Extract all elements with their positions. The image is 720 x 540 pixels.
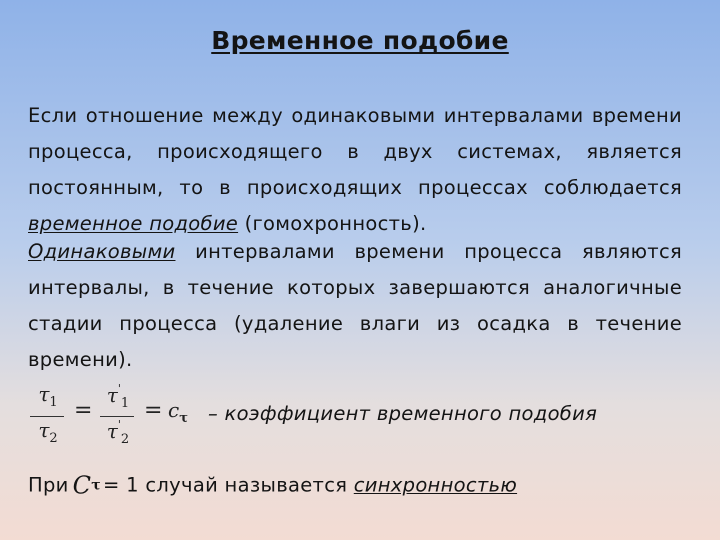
synchronicity-line <box>28 470 517 506</box>
term-temporal-similarity: временное подобие <box>28 212 239 235</box>
explanation-paragraph <box>28 234 682 378</box>
term-identical: Одинаковыми <box>28 240 176 263</box>
coefficient-description: – коэффициент временного подобия <box>208 402 598 425</box>
definition-text-end: (гомохронность). <box>238 212 427 235</box>
equals-sign-2: = <box>144 398 163 423</box>
explanation-text: интервалами времени процесса являются интервалы, в течение которых завершаются аналогичные стадии процесса (удаление влаги из осадка в течение времени). <box>28 240 682 371</box>
definition-paragraph <box>28 98 682 242</box>
equals-sign: = <box>74 398 93 423</box>
similarity-formula: $\tau_1$ $\tau_2$ = $\tau'_1$ $\tau'_2$ = $c_\tau$ – коэффициент временного подобия <box>28 376 688 456</box>
condition-text: = 1 случай называется <box>103 473 354 497</box>
coefficient-symbol: $c_\tau$ <box>168 398 188 426</box>
definition-text: Если отношение между одинаковыми интервалами времени процесса, происходящего в двух системах, является постоянным, то в происходящих процессах соблюдается <box>28 104 682 199</box>
term-synchronicity: синхронностью <box>353 473 518 497</box>
coefficient-symbol-large: Cτ <box>72 471 102 500</box>
slide-title: Временное подобие <box>211 26 509 55</box>
prefix-text: При <box>28 473 69 497</box>
